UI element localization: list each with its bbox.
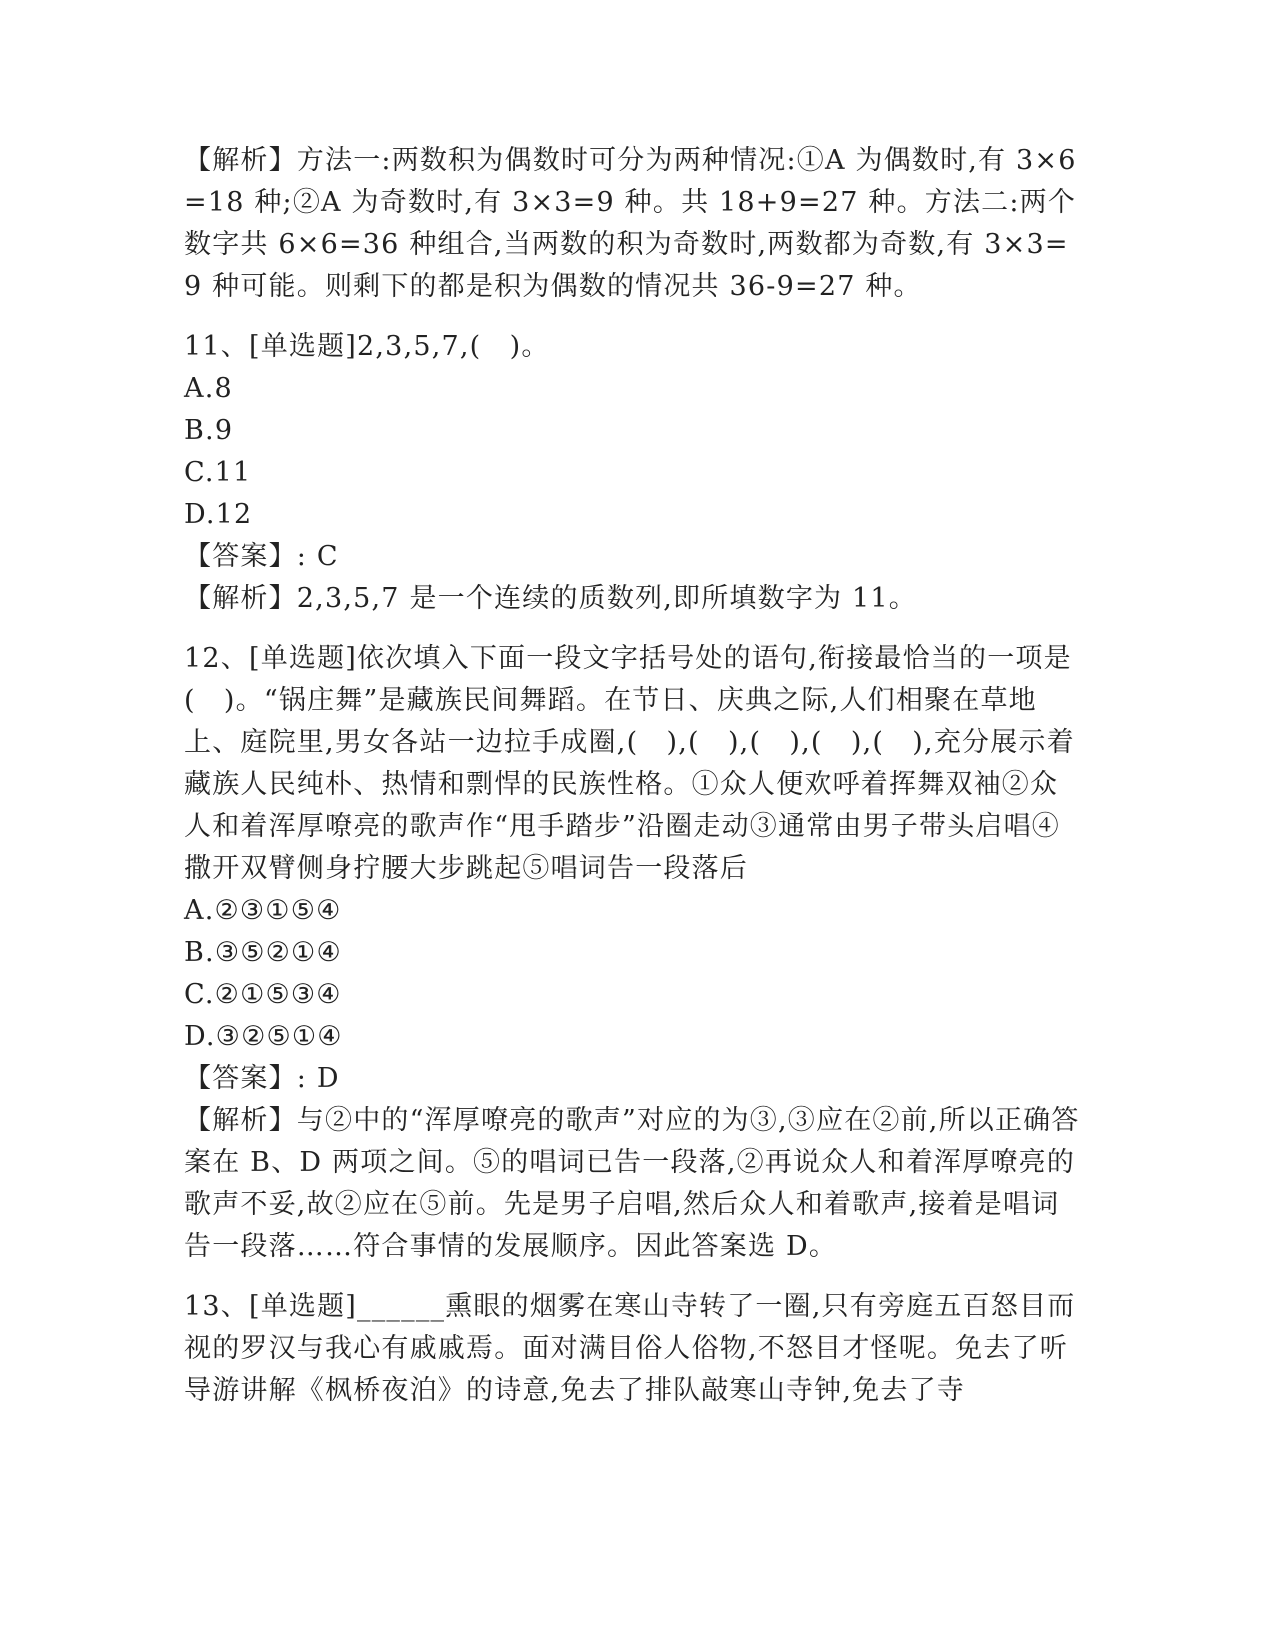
q11-option-a: A.8: [184, 373, 233, 404]
question-13: [184, 1286, 1084, 1412]
q11-option-b: B.9: [184, 415, 234, 446]
q11-answer: 【答案】: C: [184, 541, 339, 572]
q10-analysis: 【解析】方法一:两数积为偶数时可分为两种情况:①A 为偶数时,有 3×6=18 种;②A 为奇数时,有 3×3=9 种。共 18+9=27 种。方法二:两个数字共 6×6=36 种组合,当两数的积为奇数时,两数都为奇数,有 3×3=9 种可能。则剩下的都是积为偶数的情况共 36-9=27 种。: [184, 145, 1077, 302]
q11-option-c: C.11: [184, 457, 252, 488]
q12-option-a: A.②③①⑤④: [184, 895, 342, 926]
q12-answer: 【答案】: D: [184, 1063, 340, 1094]
document-page: [184, 140, 1084, 1412]
q13-stem: 13、[单选题]______熏眼的烟雾在寒山寺转了一圈,只有旁庭五百怒目而视的罗汉与我心有戚戚焉。面对满目俗人俗物,不怒目才怪呢。免去了听导游讲解《枫桥夜泊》的诗意,免去了排队敲寒山寺钟,免去了寺: [184, 1291, 1076, 1406]
q12-option-b: B.③⑤②①④: [184, 937, 342, 968]
q12-option-c: C.②①⑤③④: [184, 979, 342, 1010]
q12-stem: 12、[单选题]依次填入下面一段文字括号处的语句,衔接最恰当的一项是( )。“锅庄舞”是藏族民间舞蹈。在节日、庆典之际,人们相聚在草地上、庭院里,男女各站一边拉手成圈,( ),( ),( ),( ),( ),充分展示着藏族人民纯朴、热情和剽悍的民族性格。①众人便欢呼着挥舞双袖②众人和着浑厚嘹亮的歌声作“甩手踏步”沿圈走动③通常由男子带头启唱④撒开双臂侧身拧腰大步跳起⑤唱词告一段落后: [184, 643, 1075, 884]
q12-analysis: 【解析】与②中的“浑厚嘹亮的歌声”对应的为③,③应在②前,所以正确答案在 B、D 两项之间。⑤的唱词已告一段落,②再说众人和着浑厚嘹亮的歌声不妥,故②应在⑤前。先是男子启唱,然后众人和着歌声,接着是唱词告一段落……符合事情的发展顺序。因此答案选 D。: [184, 1105, 1080, 1262]
question-12: [184, 638, 1084, 1268]
q11-option-d: D.12: [184, 499, 253, 530]
q11-analysis: 【解析】2,3,5,7 是一个连续的质数列,即所填数字为 11。: [184, 583, 917, 614]
q12-option-d: D.③②⑤①④: [184, 1021, 343, 1052]
q11-stem: 11、[单选题]2,3,5,7,( )。: [184, 331, 550, 362]
question-11: [184, 326, 1084, 620]
